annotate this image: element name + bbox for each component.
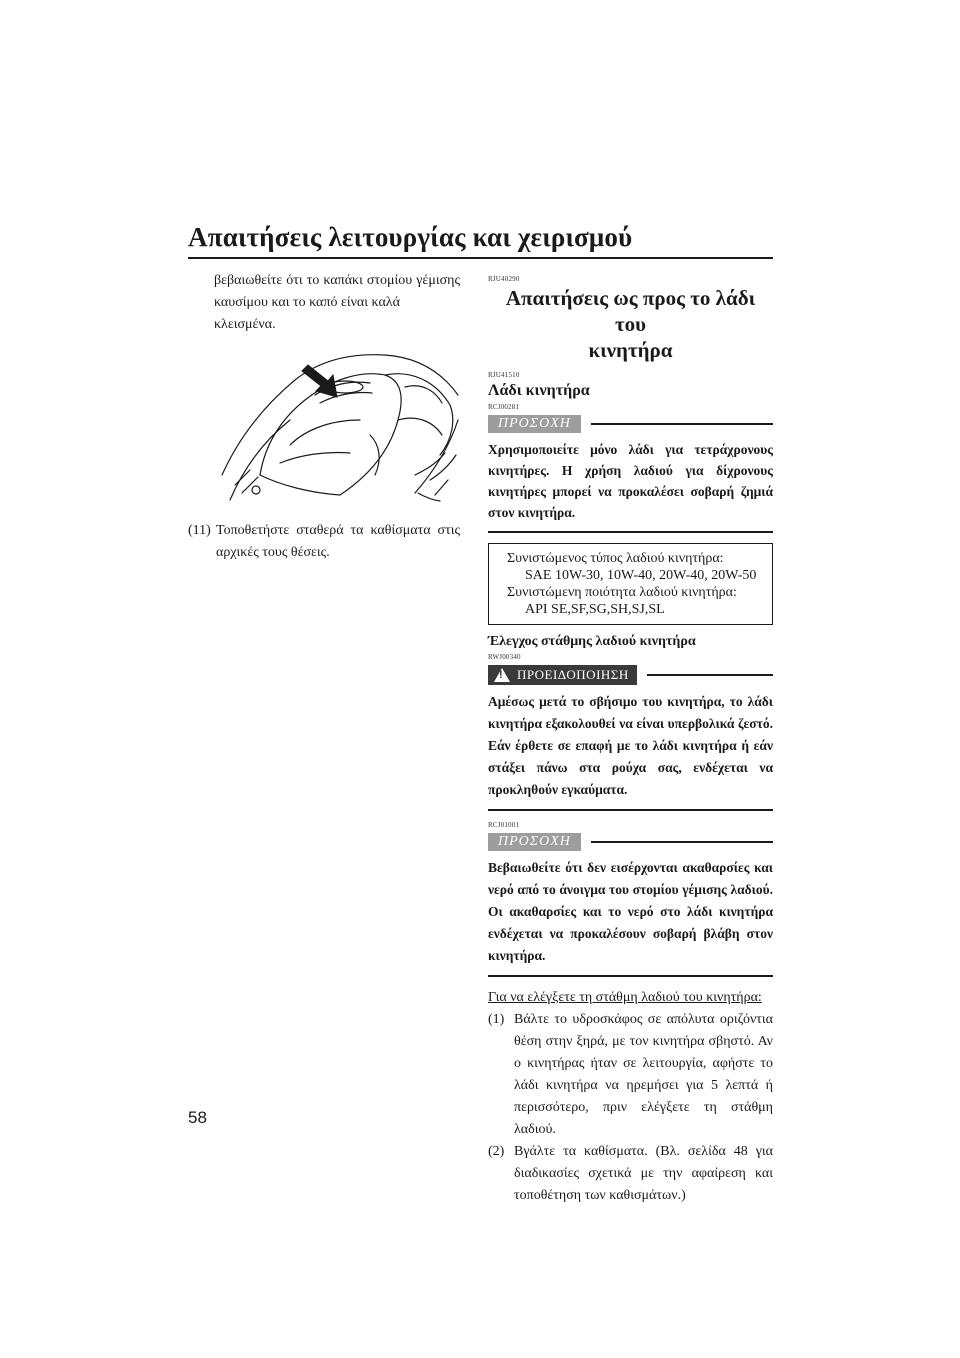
- section-title: [488, 285, 773, 363]
- step-text: Βγάλτε τα καθίσματα. (Βλ. σελίδα 48 για διαδικασίες σχετικά με την αφαίρεση και τοποθέτηση των καθισμάτων.): [514, 1144, 773, 1203]
- spec-type-label: Συνιστώμενος τύπος λαδιού κινητήρα:: [507, 551, 724, 566]
- check-title: Έλεγχος στάθμης λαδιού κινητήρα: [488, 634, 696, 649]
- warning-badge: [488, 665, 637, 685]
- warning-end-rule: [488, 809, 773, 811]
- page-header-title: Απαιτήσεις λειτουργίας και χειρισμού: [188, 222, 633, 252]
- caution-1-text: Χρησιμοποιείτε μόνο λάδι για τετράχρονους κινητήρες. Η χρήση λαδιού για δίχρονους κινητήρες μπορεί να προκαλέσει σοβαρή ζημιά στον κινητήρα.: [488, 442, 773, 520]
- warning-text: Αμέσως μετά το σβήσιμο του κινητήρα, το λάδι κινητήρα εξακολουθεί να είναι υπερβολικά ζεστό. Εάν έρθετε σε επαφή με το λάδι κινητήρα ή εάν στάξει πάνω στα ρούχα σας, ενδέχεται να προκληθούν εγκαύματα.: [488, 694, 773, 797]
- warning-header: [488, 665, 773, 685]
- caution-rule: [591, 841, 773, 843]
- warning-triangle-icon: [494, 668, 510, 682]
- step-11-number: (11): [188, 523, 211, 538]
- caution-badge: ΠΡΟΣΟΧΗ: [488, 415, 581, 433]
- ref-code: RJU40290: [488, 275, 520, 283]
- step-11: [188, 520, 460, 564]
- caution-2-text: Βεβαιωθείτε ότι δεν εισέρχονται ακαθαρσίες και νερό από το άνοιγμα του στομίου γέμισης λαδιού. Οι ακαθαρσίες και το νερό στο λάδι κινητήρα ενδέχεται να προκαλέσουν σοβαρή βλάβη στον κινητήρα.: [488, 860, 773, 963]
- caution-end-rule: [488, 531, 773, 533]
- caution-badge: ΠΡΟΣΟΧΗ: [488, 833, 581, 851]
- ref-code: RCJ00281: [488, 403, 520, 411]
- spec-type-value: SAE 10W-30, 10W-40, 20W-40, 20W-50: [525, 568, 757, 583]
- caution-header-2: [488, 833, 773, 851]
- ref-code: RJU41510: [488, 371, 520, 379]
- intro-line-2: καυσίμου και το καπό είναι καλά κλεισμένα.: [214, 295, 400, 332]
- step-11-text: Τοποθετήστε σταθερά τα καθίσματα στις αρχικές τους θέσεις.: [216, 523, 460, 560]
- caution-rule: [591, 423, 773, 425]
- oil-spec-box: [488, 543, 773, 625]
- warning-label: ΠΡΟΕΙΔΟΠΟΙΗΣΗ: [517, 667, 629, 682]
- right-column: [488, 275, 773, 1207]
- step-number: (1): [488, 1012, 505, 1027]
- procedure-step: [488, 1009, 773, 1141]
- procedure-step: [488, 1141, 773, 1207]
- step-text: Βάλτε το υδροσκάφος σε απόλυτα οριζόντια θέση στην ξηρά, με τον κινητήρα σβηστό. Αν ο κινητήρας ήταν σε λειτουργία, αφήστε το λάδι κινητήρα να ηρεμήσει για 5 λεπτά ή περισσότερο, πριν ελέγξετε τη στάθμη λαδιού.: [514, 1012, 773, 1137]
- subsection-title: Λάδι κινητήρα: [488, 382, 590, 399]
- section-title-line-2: κινητήρα: [588, 338, 673, 362]
- pointer-arrow-icon: [302, 365, 337, 397]
- section-title-line-1: Απαιτήσεις ως προς το λάδι του: [505, 286, 756, 336]
- ref-code: RWJ00340: [488, 653, 521, 661]
- caution-header-1: [488, 415, 773, 433]
- step-number: (2): [488, 1144, 505, 1159]
- spec-quality-label: Συνιστώμενη ποιότητα λαδιού κινητήρα:: [507, 585, 737, 600]
- intro-line-1: βεβαιωθείτε ότι το καπάκι στομίου γέμισης: [214, 273, 460, 288]
- page-number: 58: [188, 1108, 207, 1127]
- caution-end-rule: [488, 975, 773, 977]
- ref-code: RCJ01001: [488, 821, 520, 829]
- header-rule: [188, 257, 773, 259]
- warning-rule: [647, 674, 773, 676]
- spec-quality-value: API SE,SF,SG,SH,SJ,SL: [525, 602, 665, 617]
- watercraft-hood-illustration: [220, 325, 462, 510]
- procedure-heading: Για να ελέγξετε τη στάθμη λαδιού του κινητήρα:: [488, 990, 762, 1005]
